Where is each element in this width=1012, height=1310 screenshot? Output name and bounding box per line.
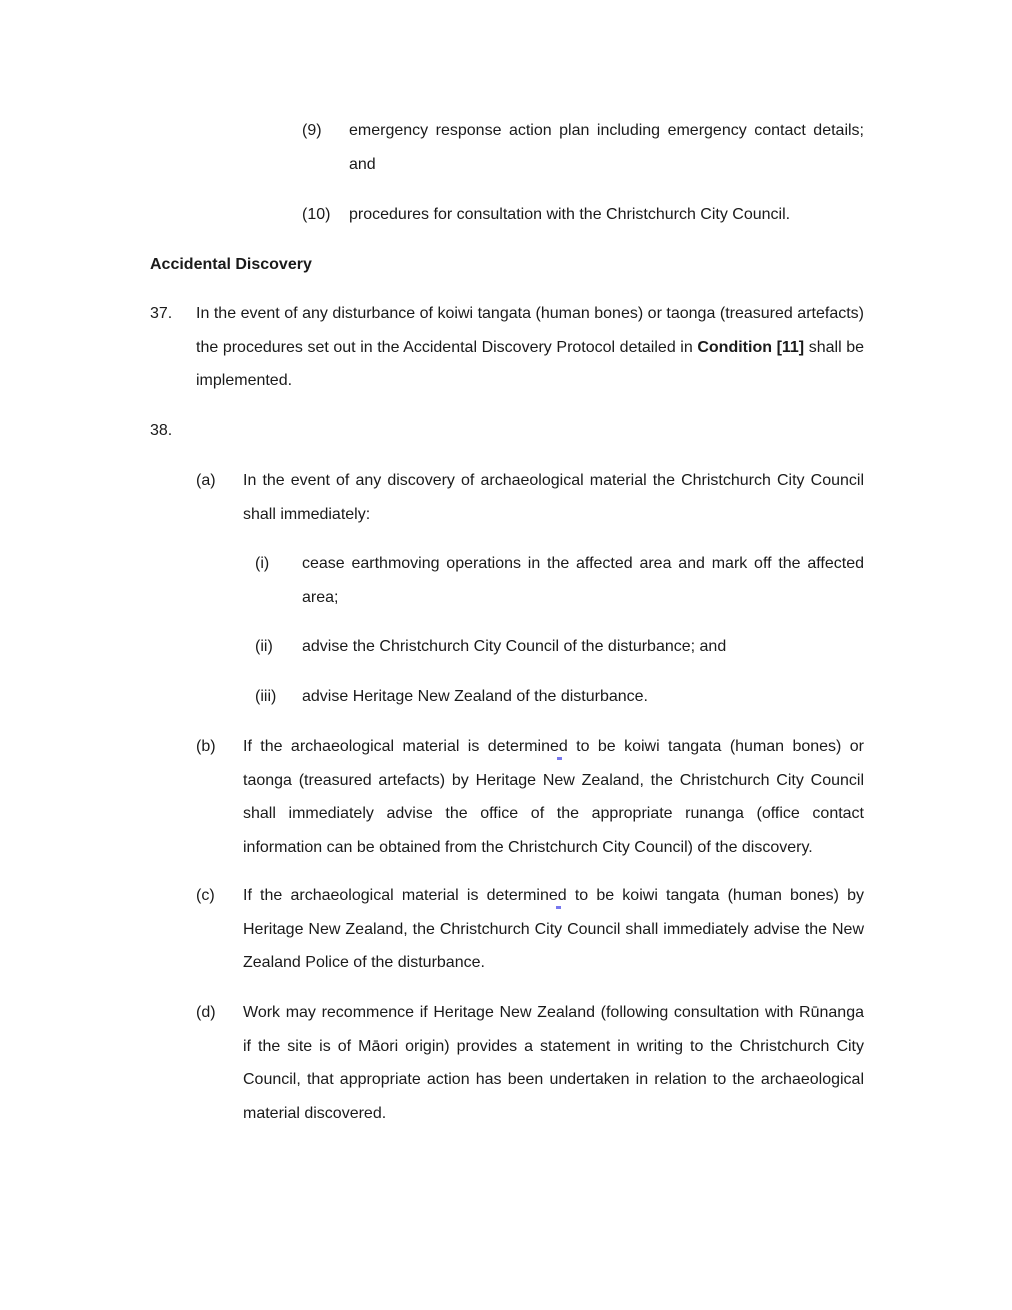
subitem-number: (iii): [255, 688, 277, 705]
clause-text: [196, 297, 864, 398]
subclause-text: Work may recommence if Heritage New Zealand (following consultation with Rūnanga if the site is of Māori origin) provides a statement in writing to the Christchurch City Council, that appropriate action has been undertaken in relation to the archaeological material discovered.: [243, 1004, 864, 1122]
condition-reference: Condition [11]: [697, 338, 805, 356]
subclause-number: (c): [196, 887, 215, 904]
subitem-number: (i): [255, 555, 270, 572]
subclause-number: (a): [196, 472, 216, 489]
subitem-number: (ii): [255, 638, 273, 655]
subitem-text: advise Heritage New Zealand of the disturbance.: [302, 688, 648, 705]
subclause-text: In the event of any discovery of archaeological material the Christchurch City Council shall immediately:: [243, 472, 864, 523]
edit-marker: [557, 757, 562, 760]
clause-text-before: In the event of any disturbance of koiwi tangata (human bones) or taonga (treasured artefacts) the procedures set out in the Accidental Discovery Protocol detailed in: [196, 305, 864, 356]
section-heading: Accidental Discovery: [150, 256, 312, 273]
subclause-number: (b): [196, 738, 216, 755]
list-text: procedures for consultation with the Christchurch City Council.: [349, 206, 791, 223]
list-number: (10): [302, 206, 331, 223]
subitem-text: cease earthmoving operations in the affected area and mark off the affected area;: [302, 555, 864, 606]
clause-text-after: shall be implemented.: [196, 338, 865, 389]
list-number: (9): [302, 122, 322, 139]
edit-marker: [556, 906, 561, 909]
list-text: emergency response action plan including emergency contact details; and: [349, 122, 864, 173]
clause-number: 37.: [150, 305, 173, 322]
clause-number: 38.: [150, 422, 173, 439]
subitem-text: advise the Christchurch City Council of the disturbance; and: [302, 638, 727, 655]
subclause-text: If the archaeological material is determined to be koiwi tangata (human bones) or taonga (treasured artefacts) by Heritage New Zealand, the Christchurch City Council shall immediately advise the office of the appropriate runanga (office contact information can be obtained from the Christchurch City Council) of the discovery.: [243, 738, 864, 856]
subclause-number: (d): [196, 1004, 216, 1021]
subclause-text: If the archaeological material is determined to be koiwi tangata (human bones) by Heritage New Zealand, the Christchurch City Council shall immediately advise the New Zealand Police of the disturbance.: [243, 887, 864, 971]
